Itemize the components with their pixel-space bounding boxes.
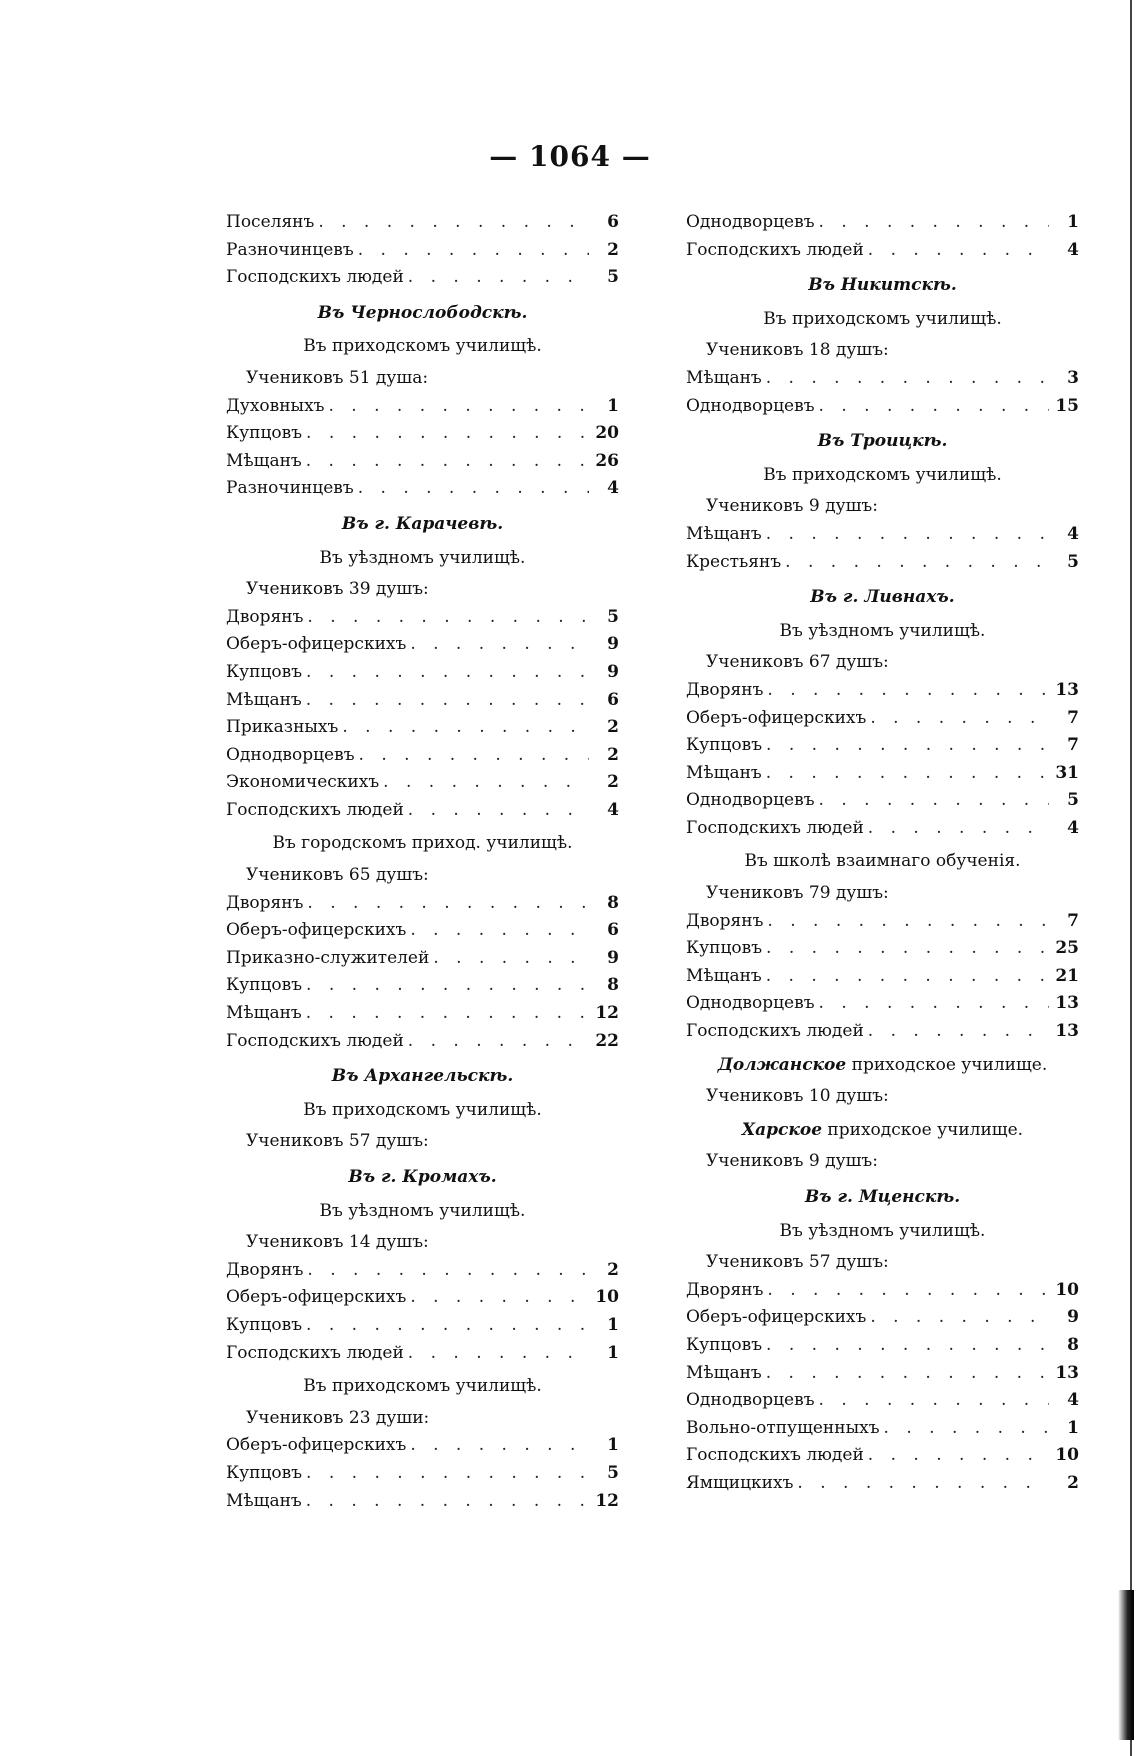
table-row [226, 1340, 619, 1368]
row-label: Оберъ-офицерскихъ [686, 707, 867, 728]
dot-leader [797, 1470, 1049, 1498]
dot-leader [408, 264, 589, 292]
dot-leader [410, 631, 589, 659]
row-value: 10 [1055, 1279, 1079, 1300]
school-heading: Въ школѣ взаимнаго обученія. [744, 851, 1021, 872]
dot-leader [410, 1284, 589, 1312]
student-count: Учениковъ 51 душа: [246, 367, 429, 388]
dot-leader [819, 990, 1049, 1018]
dot-leader [307, 1257, 589, 1285]
row-label: Однодворцевъ [686, 790, 815, 811]
row-label: Купцовъ [226, 1462, 303, 1483]
location-heading: Въ г. Мценскѣ. [804, 1187, 961, 1207]
school-heading [686, 1052, 1079, 1080]
school-heading: Въ приходскомъ училищѣ. [763, 464, 1002, 485]
school-heading: Въ приходскомъ училищѣ. [763, 308, 1002, 329]
dot-leader [410, 1432, 589, 1460]
table-row [226, 659, 619, 687]
row-value: 10 [1055, 1445, 1079, 1466]
dot-leader [868, 815, 1049, 843]
row-value: 6 [607, 212, 619, 232]
dot-leader [408, 1340, 589, 1368]
dot-leader [306, 659, 589, 687]
dot-leader [342, 714, 589, 742]
left-column [226, 209, 619, 1515]
row-value: 13 [1055, 1021, 1079, 1042]
row-label: Господскихъ людей [686, 817, 864, 838]
row-value: 12 [595, 1490, 619, 1511]
table-row [686, 935, 1079, 963]
student-count: Учениковъ 18 душъ: [706, 340, 889, 361]
row-value: 22 [595, 1030, 619, 1051]
row-value: 8 [607, 892, 619, 913]
table-row [226, 945, 619, 973]
table-row [226, 1284, 619, 1312]
table-row [686, 1277, 1079, 1305]
dot-leader [766, 365, 1049, 393]
table-row [226, 769, 619, 797]
row-value: 21 [1055, 965, 1079, 986]
dot-leader [408, 797, 589, 825]
row-label: Духовныхъ [226, 395, 325, 416]
row-value: 2 [1067, 1472, 1079, 1493]
row-value: 31 [1055, 762, 1079, 783]
table-row [686, 1332, 1079, 1360]
row-label: Дворянъ [686, 910, 764, 931]
location-heading: Въ Архангельскѣ. [331, 1066, 514, 1087]
row-value: 3 [1067, 367, 1079, 388]
row-label: Разночинцевъ [226, 478, 354, 499]
dot-leader [306, 1488, 589, 1516]
table-row [686, 677, 1079, 705]
row-label: Господскихъ людей [686, 239, 864, 260]
row-label: Господскихъ людей [226, 799, 404, 820]
page-edge-mark [1118, 1590, 1134, 1740]
row-label: Купцовъ [226, 661, 303, 682]
table-row [686, 521, 1079, 549]
dot-leader [819, 1387, 1049, 1415]
dot-leader [870, 1304, 1049, 1332]
row-label: Вольно-отпущенныхъ [686, 1417, 880, 1438]
school-heading: Въ городскомъ приход. училищѣ. [272, 833, 573, 854]
row-value: 2 [607, 1259, 619, 1280]
row-value: 26 [595, 450, 619, 471]
row-label: Крестьянъ [686, 551, 782, 572]
table-row [686, 787, 1079, 815]
row-label: Дворянъ [686, 1279, 764, 1300]
row-value: 13 [1055, 993, 1079, 1014]
dot-leader [766, 1332, 1049, 1360]
dot-leader [306, 420, 589, 448]
row-value: 4 [607, 799, 619, 820]
table-row [226, 393, 619, 421]
row-label: Однодворцевъ [686, 1390, 815, 1411]
school-heading: Въ приходскомъ училищѣ. [303, 336, 542, 357]
row-value: 6 [607, 920, 619, 941]
row-value: 4 [1067, 239, 1079, 260]
dot-leader [383, 769, 589, 797]
dot-leader [318, 209, 589, 237]
dot-leader [766, 1360, 1049, 1388]
row-value: 9 [1067, 1307, 1079, 1328]
table-row [226, 1028, 619, 1056]
row-value: 9 [607, 634, 619, 655]
dot-leader [307, 890, 589, 918]
row-label: Господскихъ людей [686, 1445, 864, 1466]
location-heading: Въ г. Ливнахъ. [810, 587, 955, 608]
row-label: Купцовъ [686, 1334, 763, 1355]
row-value: 4 [1067, 1390, 1079, 1411]
row-label: Господскихъ людей [686, 1021, 864, 1042]
row-label: Мѣщанъ [686, 965, 762, 986]
dot-leader [767, 677, 1049, 705]
row-label: Однодворцевъ [686, 993, 815, 1014]
table-row [226, 631, 619, 659]
table-row [686, 908, 1079, 936]
row-value: 9 [607, 947, 619, 968]
row-value: 1 [607, 1342, 619, 1363]
row-value: 5 [607, 267, 619, 288]
row-value: 6 [607, 689, 619, 710]
school-heading: Въ приходскомъ училищѣ. [303, 1099, 542, 1120]
table-row [226, 1312, 619, 1340]
table-row [686, 1018, 1079, 1046]
dot-leader [408, 1028, 589, 1056]
row-label: Ямщицкихъ [686, 1472, 794, 1493]
row-value: 4 [607, 478, 619, 499]
table-row [686, 209, 1079, 237]
row-value: 4 [1067, 817, 1079, 838]
row-label: Господскихъ людей [226, 1030, 404, 1051]
student-count: Учениковъ 67 душъ: [706, 652, 889, 673]
row-label: Разночинцевъ [226, 239, 354, 260]
table-row [226, 448, 619, 476]
table-row [686, 732, 1079, 760]
row-label: Купцовъ [226, 1314, 303, 1335]
row-value: 1 [607, 1435, 619, 1456]
table-row [686, 549, 1079, 577]
school-heading [686, 1117, 1079, 1145]
table-row [686, 1387, 1079, 1415]
dot-leader [306, 687, 589, 715]
table-row [226, 604, 619, 632]
row-label: Дворянъ [226, 892, 304, 913]
dot-leader [766, 521, 1049, 549]
row-label: Господскихъ людей [226, 1342, 404, 1363]
row-value: 4 [1067, 523, 1079, 544]
student-count: Учениковъ 39 душъ: [246, 579, 429, 600]
row-label: Купцовъ [686, 735, 763, 756]
page-edge-line [1130, 0, 1132, 1756]
row-label: Мѣщанъ [226, 1003, 302, 1024]
dot-leader [767, 908, 1049, 936]
row-label: Мѣщанъ [686, 523, 762, 544]
dot-leader [785, 549, 1049, 577]
student-count: Учениковъ 14 душъ: [246, 1232, 429, 1253]
school-name: Должанское [717, 1054, 847, 1075]
row-label: Экономическихъ [226, 772, 380, 793]
dot-leader [306, 1312, 589, 1340]
row-value: 15 [1055, 395, 1079, 416]
row-label: Мѣщанъ [226, 450, 302, 471]
row-value: 7 [1067, 910, 1079, 931]
row-value: 13 [1055, 1362, 1079, 1383]
row-label: Приказно-служителей [226, 947, 430, 968]
dot-leader [767, 1277, 1049, 1305]
dot-leader [358, 237, 589, 265]
row-value: 2 [607, 772, 619, 793]
dot-leader [868, 1018, 1049, 1046]
row-value: 2 [607, 239, 619, 260]
table-row [686, 1442, 1079, 1470]
row-label: Приказныхъ [226, 717, 339, 738]
dot-leader [870, 705, 1049, 733]
row-value: 5 [1067, 790, 1079, 811]
row-label: Мѣщанъ [226, 1490, 302, 1511]
student-count: Учениковъ 9 душъ: [706, 1151, 878, 1172]
school-heading: Въ уѣздномъ училищѣ. [779, 1220, 986, 1241]
table-row [686, 1415, 1079, 1443]
student-count: Учениковъ 23 души: [246, 1407, 430, 1428]
row-value: 8 [1067, 1334, 1079, 1355]
table-row [686, 1304, 1079, 1332]
table-row [226, 972, 619, 1000]
school-type: приходское училище. [822, 1119, 1024, 1140]
location-heading: Въ Чернослободскѣ. [317, 302, 528, 323]
dot-leader [359, 742, 589, 770]
row-label: Мѣщанъ [226, 689, 302, 710]
table-row [226, 714, 619, 742]
location-heading: Въ Никитскѣ. [808, 275, 957, 296]
student-count: Учениковъ 10 душъ: [706, 1086, 889, 1107]
row-value: 1 [607, 395, 619, 416]
row-label: Оберъ-офицерскихъ [226, 1287, 407, 1308]
row-value: 7 [1067, 735, 1079, 756]
row-label: Оберъ-офицерскихъ [686, 1307, 867, 1328]
school-heading: Въ уѣздномъ училищѣ. [319, 547, 526, 568]
row-label: Однодворцевъ [686, 395, 815, 416]
dot-leader [868, 237, 1049, 265]
table-row [226, 237, 619, 265]
row-label: Купцовъ [686, 938, 763, 959]
table-row [686, 1360, 1079, 1388]
row-label: Дворянъ [226, 606, 304, 627]
row-value: 2 [607, 717, 619, 738]
row-label: Мѣщанъ [686, 762, 762, 783]
table-row [226, 1488, 619, 1516]
table-row [226, 742, 619, 770]
table-row [226, 209, 619, 237]
row-value: 5 [1067, 551, 1079, 572]
dot-leader [306, 1000, 589, 1028]
table-row [686, 1470, 1079, 1498]
student-count: Учениковъ 9 душъ: [706, 496, 878, 517]
row-label: Поселянъ [226, 212, 315, 232]
dot-leader [328, 393, 589, 421]
row-value: 8 [607, 975, 619, 996]
row-label: Господскихъ людей [226, 267, 404, 288]
location-heading: Въ Троицкѣ. [817, 431, 948, 452]
table-row [686, 963, 1079, 991]
table-row [686, 237, 1079, 265]
dot-leader [306, 448, 589, 476]
dot-leader [433, 945, 589, 973]
row-value: 25 [1055, 938, 1079, 959]
dot-leader [766, 732, 1049, 760]
row-label: Однодворцевъ [226, 744, 355, 765]
row-value: 1 [1067, 1417, 1079, 1438]
page-number: — 1064 — [489, 140, 651, 173]
student-count: Учениковъ 65 душъ: [246, 865, 429, 886]
row-label: Однодворцевъ [686, 212, 815, 232]
row-value: 10 [595, 1287, 619, 1308]
row-value: 1 [1067, 212, 1079, 232]
school-name: Харское [741, 1119, 823, 1140]
dot-leader [884, 1415, 1049, 1443]
table-row [226, 1432, 619, 1460]
dot-leader [358, 475, 589, 503]
table-row [226, 687, 619, 715]
table-row [686, 393, 1079, 421]
row-value: 2 [607, 744, 619, 765]
table-row [686, 365, 1079, 393]
school-heading: Въ уѣздномъ училищѣ. [779, 620, 986, 641]
row-value: 13 [1055, 679, 1079, 700]
table-row [686, 705, 1079, 733]
school-heading: Въ уѣздномъ училищѣ. [319, 1200, 526, 1221]
row-value: 12 [595, 1003, 619, 1024]
row-label: Дворянъ [686, 679, 764, 700]
row-value: 5 [607, 606, 619, 627]
table-row [226, 1257, 619, 1285]
table-row [226, 1460, 619, 1488]
right-column [686, 209, 1079, 1498]
dot-leader [819, 787, 1049, 815]
row-value: 9 [607, 661, 619, 682]
row-label: Оберъ-офицерскихъ [226, 634, 407, 655]
dot-leader [868, 1442, 1049, 1470]
dot-leader [410, 917, 589, 945]
table-row [226, 1000, 619, 1028]
dot-leader [819, 209, 1049, 237]
dot-leader [766, 935, 1049, 963]
table-row [686, 760, 1079, 788]
dot-leader [819, 393, 1049, 421]
table-row [686, 990, 1079, 1018]
location-heading: Въ г. Карачевѣ. [341, 513, 504, 534]
table-row [226, 797, 619, 825]
table-row [226, 917, 619, 945]
table-row [226, 890, 619, 918]
dot-leader [766, 963, 1049, 991]
row-label: Мѣщанъ [686, 1362, 762, 1383]
student-count: Учениковъ 79 душъ: [706, 883, 889, 904]
student-count: Учениковъ 57 душъ: [246, 1131, 429, 1152]
school-type: приходское училище. [846, 1054, 1048, 1075]
table-row [226, 475, 619, 503]
student-count: Учениковъ 57 душъ: [706, 1252, 889, 1273]
row-label: Дворянъ [226, 1259, 304, 1280]
row-value: 20 [595, 423, 619, 444]
row-label: Мѣщанъ [686, 367, 762, 388]
row-label: Оберъ-офицерскихъ [226, 1435, 407, 1456]
dot-leader [766, 760, 1049, 788]
row-value: 1 [607, 1314, 619, 1335]
row-label: Оберъ-офицерскихъ [226, 920, 407, 941]
table-row [686, 815, 1079, 843]
row-value: 5 [607, 1462, 619, 1483]
location-heading: Въ г. Кромахъ. [348, 1167, 497, 1187]
table-row [226, 264, 619, 292]
row-label: Купцовъ [226, 423, 303, 444]
table-row [226, 420, 619, 448]
row-value: 7 [1067, 707, 1079, 728]
dot-leader [307, 604, 589, 632]
dot-leader [306, 1460, 589, 1488]
school-heading: Въ приходскомъ училищѣ. [303, 1376, 542, 1397]
dot-leader [306, 972, 589, 1000]
row-label: Купцовъ [226, 975, 303, 996]
